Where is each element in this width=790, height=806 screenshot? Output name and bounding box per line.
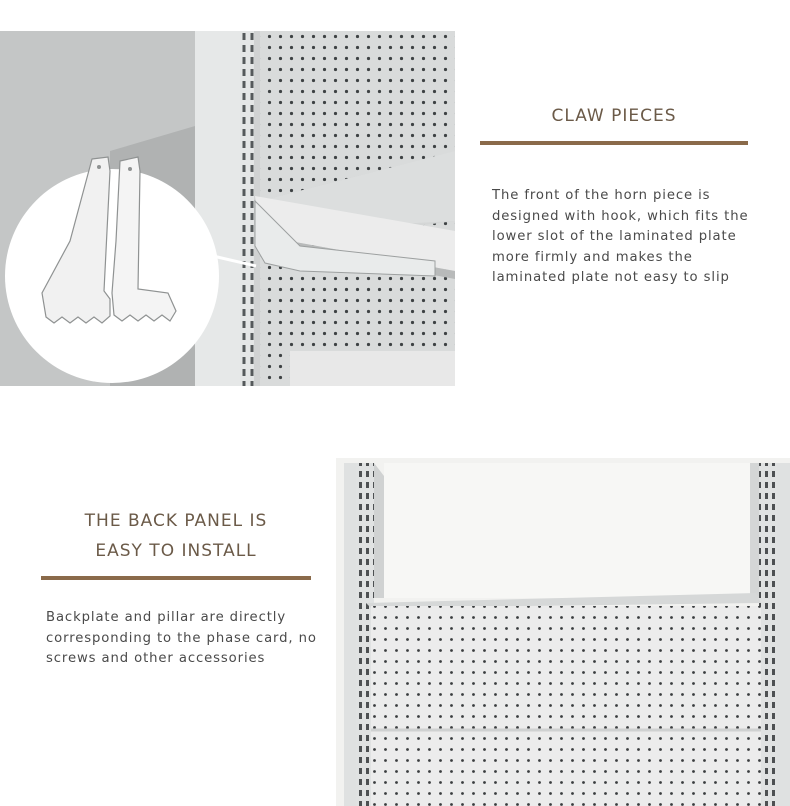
heading-divider bbox=[480, 141, 748, 145]
back-panel-photo bbox=[336, 458, 790, 806]
claw-pieces-description: The front of the horn piece is designed with hook, which fits the lower slot of the laminated plate more firmly and makes the laminated plate not easy to slip bbox=[492, 188, 749, 285]
back-panel-description: Backplate and pillar are directly corresponding to the phase card, no screws and other accessories bbox=[46, 610, 317, 666]
claw-pieces-heading: CLAW PIECES bbox=[551, 106, 677, 126]
back-panel-heading-line2: EASY TO INSTALL bbox=[95, 541, 257, 561]
back-panel-heading-line1: THE BACK PANEL IS bbox=[84, 511, 268, 531]
heading-divider bbox=[41, 576, 311, 580]
claw-pieces-photo bbox=[0, 31, 455, 386]
back-panel-heading bbox=[42, 506, 310, 566]
